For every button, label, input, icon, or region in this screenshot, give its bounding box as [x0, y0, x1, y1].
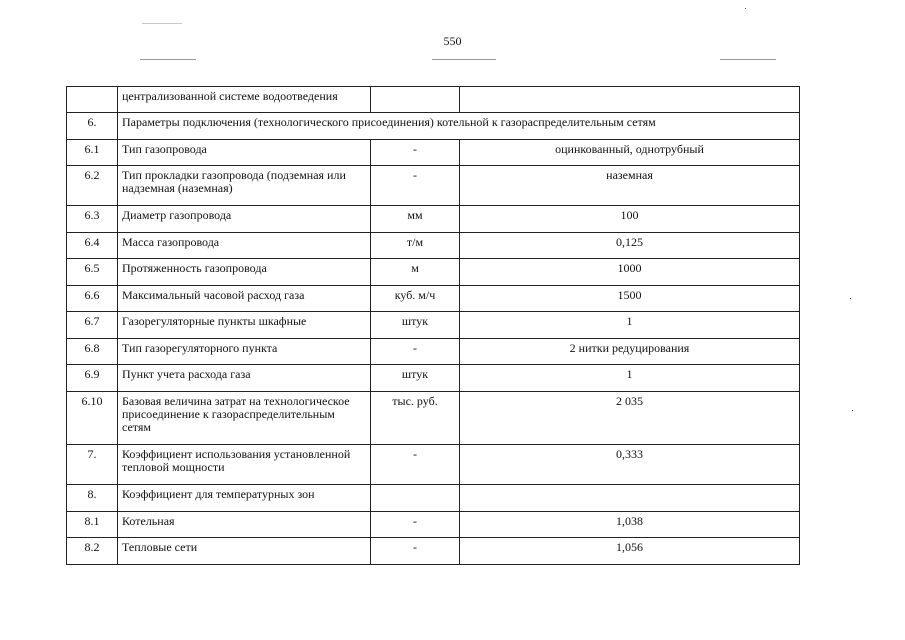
row-value: 1500 — [460, 286, 800, 312]
row-number: 6. — [67, 113, 118, 140]
table-row — [67, 206, 800, 233]
table-row — [67, 365, 800, 392]
row-number: 7. — [67, 445, 118, 485]
parameters-table — [66, 86, 800, 565]
table-row — [67, 140, 800, 166]
row-name: Масса газопровода — [118, 233, 371, 259]
row-value — [460, 87, 800, 113]
row-number: 8. — [67, 485, 118, 512]
table-row — [67, 339, 800, 365]
row-value: 2 нитки редуцирования — [460, 339, 800, 365]
row-number: 6.8 — [67, 339, 118, 365]
table-row — [67, 485, 800, 512]
row-unit: т/м — [371, 233, 460, 259]
row-number: 6.6 — [67, 286, 118, 312]
table-row — [67, 312, 800, 339]
table-row — [67, 538, 800, 565]
row-value: 1 — [460, 312, 800, 339]
row-unit: тыс. руб. — [371, 392, 460, 445]
row-value: 2 035 — [460, 392, 800, 445]
row-unit — [371, 485, 460, 512]
row-value: 1,056 — [460, 538, 800, 565]
row-name: Протяженность газопровода — [118, 259, 371, 286]
row-name: Диаметр газопровода — [118, 206, 371, 233]
table-row — [67, 113, 800, 140]
scan-mark — [432, 59, 496, 60]
row-number: 6.10 — [67, 392, 118, 445]
row-unit: штук — [371, 365, 460, 392]
row-number: 6.5 — [67, 259, 118, 286]
table-row — [67, 286, 800, 312]
scan-mark — [140, 59, 196, 60]
row-name: Котельная — [118, 512, 371, 538]
scan-mark — [720, 59, 776, 60]
row-number: 6.2 — [67, 166, 118, 206]
row-value: 100 — [460, 206, 800, 233]
row-unit — [371, 87, 460, 113]
row-name: Коэффициент использования установленной тепловой мощности — [118, 445, 371, 485]
row-number — [67, 87, 118, 113]
row-unit: штук — [371, 312, 460, 339]
page-number: 550 — [443, 34, 462, 48]
scan-dot — [850, 298, 851, 299]
scan-mark — [142, 23, 182, 24]
row-number: 6.3 — [67, 206, 118, 233]
row-name: Пункт учета расхода газа — [118, 365, 371, 392]
row-unit: - — [371, 538, 460, 565]
row-value: 1,038 — [460, 512, 800, 538]
table-row — [67, 392, 800, 445]
row-unit: - — [371, 339, 460, 365]
row-name: Базовая величина затрат на технологическое присоединение к газораспределительным сетям — [118, 392, 371, 445]
row-name: Газорегуляторные пункты шкафные — [118, 312, 371, 339]
row-value: 1 — [460, 365, 800, 392]
row-name: Тип газорегуляторного пункта — [118, 339, 371, 365]
row-unit: куб. м/ч — [371, 286, 460, 312]
row-value: 0,333 — [460, 445, 800, 485]
row-name: Тип прокладки газопровода (подземная или надземная (наземная) — [118, 166, 371, 206]
row-number: 6.4 — [67, 233, 118, 259]
row-value: оцинкованный, однотрубный — [460, 140, 800, 166]
row-value: 0,125 — [460, 233, 800, 259]
table-row — [67, 166, 800, 206]
row-name: Тип газопровода — [118, 140, 371, 166]
row-unit: - — [371, 140, 460, 166]
row-value: наземная — [460, 166, 800, 206]
row-number: 6.9 — [67, 365, 118, 392]
row-unit: м — [371, 259, 460, 286]
row-unit: - — [371, 445, 460, 485]
scan-dot — [745, 8, 746, 9]
table-row — [67, 445, 800, 485]
section-title: Параметры подключения (технологического присоединения) котельной к газораспределительным сетям — [118, 113, 800, 140]
table-row — [67, 259, 800, 286]
row-number: 8.2 — [67, 538, 118, 565]
table-row — [67, 87, 800, 113]
scan-dot — [852, 410, 853, 411]
row-name: Коэффициент для температурных зон — [118, 485, 371, 512]
row-number: 8.1 — [67, 512, 118, 538]
row-unit: - — [371, 512, 460, 538]
row-number: 6.1 — [67, 140, 118, 166]
row-value — [460, 485, 800, 512]
row-unit: мм — [371, 206, 460, 233]
table-row — [67, 512, 800, 538]
row-number: 6.7 — [67, 312, 118, 339]
row-value: 1000 — [460, 259, 800, 286]
row-name: централизованной системе водоотведения — [118, 87, 371, 113]
table-row — [67, 233, 800, 259]
row-name: Максимальный часовой расход газа — [118, 286, 371, 312]
row-unit: - — [371, 166, 460, 206]
row-name: Тепловые сети — [118, 538, 371, 565]
